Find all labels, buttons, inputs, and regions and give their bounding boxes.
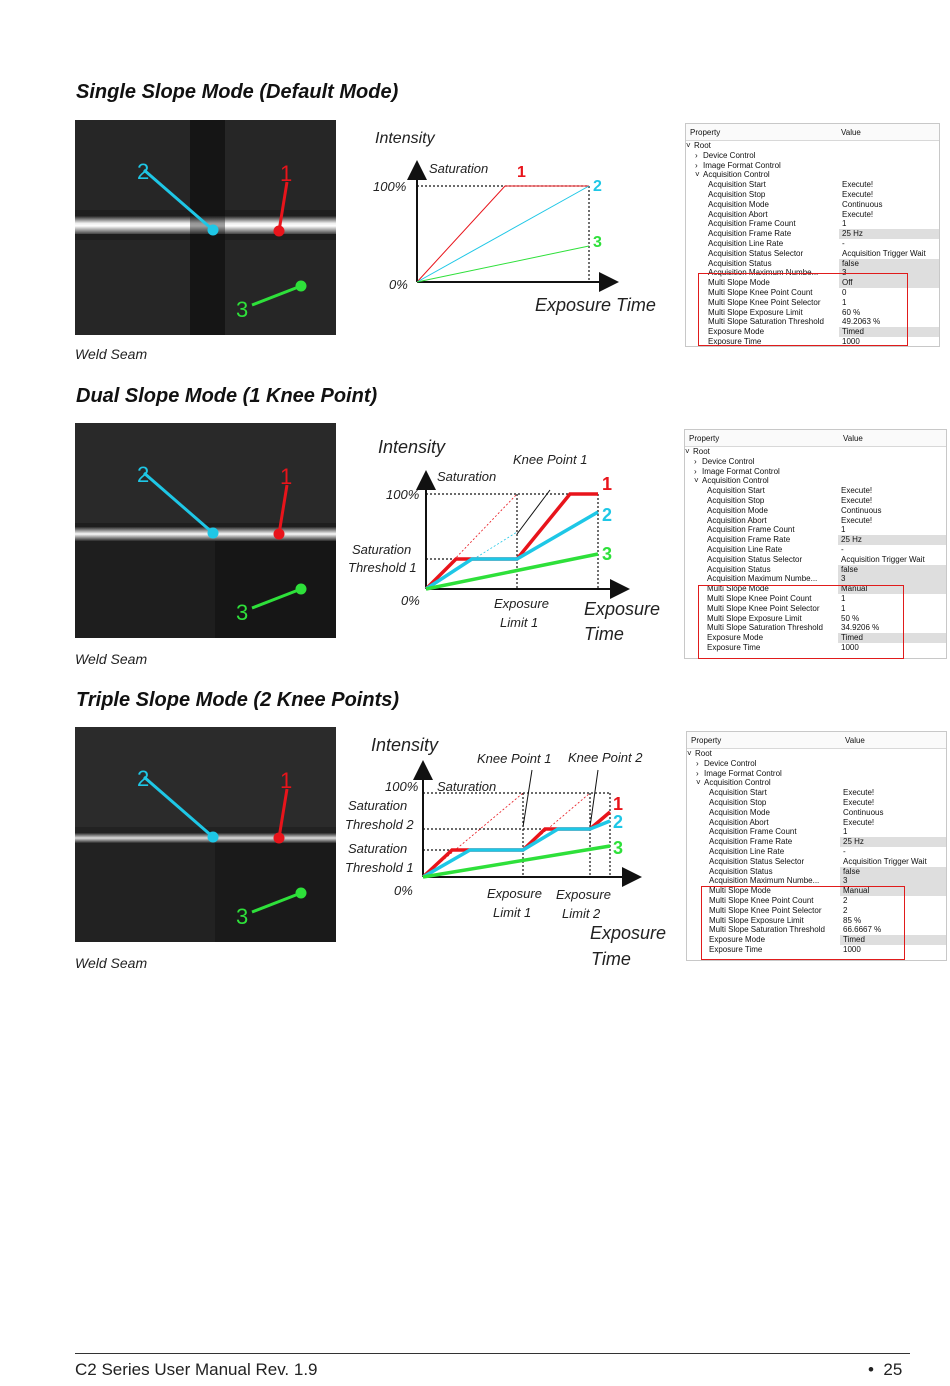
property-name: Acquisition Line Rate (708, 238, 784, 248)
property-value[interactable]: Continuous (843, 807, 884, 817)
property-name: Acquisition Frame Count (707, 525, 795, 535)
property-value[interactable]: - (843, 846, 846, 856)
property-row[interactable] (687, 857, 946, 867)
saturation-threshold-1-label: Threshold 1 (348, 560, 417, 575)
property-name: Acquisition Frame Rate (709, 837, 793, 847)
value-column-header: Value (841, 128, 861, 137)
property-value[interactable]: 1 (841, 603, 846, 613)
property-value[interactable]: Acquisition Trigger Wait (841, 554, 925, 564)
property-row[interactable] (686, 180, 939, 190)
property-row[interactable] (685, 516, 946, 526)
collapse-chevron-icon[interactable]: › (694, 456, 697, 466)
property-value[interactable]: Acquisition Trigger Wait (842, 248, 926, 258)
property-name: Acquisition Abort (708, 209, 768, 219)
property-name: Exposure Time (709, 944, 763, 954)
curve-label-1: 1 (613, 794, 624, 814)
property-name: Multi Slope Knee Point Selector (709, 905, 822, 915)
expand-chevron-icon[interactable]: ˅ (686, 141, 691, 150)
property-row[interactable] (686, 170, 939, 180)
property-row[interactable] (687, 827, 946, 837)
property-value[interactable]: Execute! (841, 515, 873, 525)
zero-percent-label: 0% (389, 277, 408, 292)
property-name: Exposure Mode (709, 935, 766, 945)
exposure-limit-1-label: Limit 1 (493, 905, 532, 920)
property-value[interactable]: 25 Hz (838, 535, 946, 545)
property-value[interactable]: Continuous (842, 199, 883, 209)
property-name: Acquisition Frame Count (709, 827, 797, 837)
property-row[interactable] (687, 778, 946, 788)
exposure-limit-1-label: Limit 1 (500, 615, 539, 630)
weld-seam-image (75, 727, 336, 942)
property-value[interactable]: 2 (843, 905, 848, 915)
dual-slope-diagram (340, 432, 670, 657)
property-row[interactable] (686, 161, 939, 171)
property-row[interactable] (685, 525, 946, 535)
curve-label-2: 2 (602, 505, 613, 525)
footer-divider (75, 1353, 910, 1354)
property-name: Multi Slope Mode (708, 278, 770, 288)
property-name: Acquisition Abort (707, 515, 767, 525)
property-value[interactable]: 49.2063 % (842, 317, 881, 327)
section-title: Single Slope Mode (Default Mode) (76, 81, 399, 103)
property-name: Device Control (704, 758, 757, 768)
saturation-threshold-1-label: Saturation (352, 542, 412, 557)
curve-label-3: 3 (602, 544, 613, 564)
expand-chevron-icon[interactable]: ˅ (685, 447, 690, 456)
property-value[interactable]: Execute! (842, 189, 874, 199)
image-caption: Weld Seam (75, 346, 148, 362)
property-name: Image Format Control (704, 768, 782, 778)
property-row[interactable] (687, 818, 946, 828)
property-value[interactable]: Execute! (843, 817, 875, 827)
property-value[interactable]: Off (839, 278, 939, 288)
property-row[interactable] (686, 200, 939, 210)
property-name: Multi Slope Knee Point Selector (708, 297, 821, 307)
property-row[interactable] (685, 535, 946, 545)
property-value[interactable]: false (840, 867, 946, 877)
property-value[interactable]: 3 (839, 268, 939, 278)
curve-label-3: 3 (593, 234, 602, 251)
property-row[interactable] (685, 467, 946, 477)
zero-percent-label: 0% (401, 593, 420, 608)
property-name: Acquisition Line Rate (707, 544, 783, 554)
collapse-chevron-icon[interactable]: › (696, 758, 699, 768)
property-row[interactable] (685, 555, 946, 565)
property-value[interactable]: 1 (843, 827, 848, 837)
curve-2 (417, 186, 589, 282)
property-name: Acquisition Status (707, 564, 771, 574)
collapse-chevron-icon[interactable]: › (695, 160, 698, 170)
property-name: Acquisition Maximum Numbe... (708, 268, 819, 278)
property-value[interactable]: Timed (838, 633, 946, 643)
expand-chevron-icon[interactable]: ˅ (694, 476, 699, 486)
marker-label-3: 3 (236, 600, 249, 625)
hundred-percent-label: 100% (386, 487, 420, 502)
property-name: Acquisition Maximum Numbe... (709, 876, 820, 886)
property-value[interactable]: Execute! (842, 180, 874, 190)
marker-label-1: 1 (280, 161, 293, 186)
expand-chevron-icon[interactable]: ˅ (696, 778, 701, 788)
property-name: Multi Slope Saturation Threshold (708, 317, 824, 327)
triple-slope-diagram (340, 732, 675, 982)
image-caption: Weld Seam (75, 651, 148, 667)
property-row[interactable] (687, 749, 946, 759)
marker-label-2: 2 (137, 766, 150, 791)
property-value[interactable]: 85 % (843, 915, 862, 925)
property-row[interactable] (686, 259, 939, 269)
property-name: Acquisition Mode (707, 505, 768, 515)
exposure-limit-2-label: Limit 2 (562, 906, 601, 921)
property-name: Acquisition Status Selector (708, 248, 804, 258)
single-slope-diagram (365, 122, 665, 327)
property-name: Acquisition Maximum Numbe... (707, 574, 818, 584)
property-name: Acquisition Stop (707, 495, 765, 505)
property-column-header: Property (691, 736, 722, 745)
property-name: Image Format Control (702, 466, 780, 476)
property-row[interactable] (686, 239, 939, 249)
property-name: Acquisition Status Selector (709, 856, 805, 866)
property-value[interactable]: 2 (843, 895, 848, 905)
highlight-box (698, 273, 908, 346)
property-value[interactable]: Execute! (843, 788, 875, 798)
property-value[interactable]: Manual (840, 886, 946, 896)
highlight-box (701, 886, 905, 960)
saturation-label: Saturation (437, 779, 497, 794)
y-axis-label: Intensity (371, 735, 439, 755)
property-column-header: Property (690, 128, 721, 137)
marker-label-2: 2 (137, 159, 150, 184)
value-column-header: Value (843, 434, 863, 443)
property-row[interactable] (685, 496, 946, 506)
property-name: Multi Slope Saturation Threshold (707, 623, 823, 633)
property-name: Acquisition Stop (708, 189, 766, 199)
property-value[interactable]: - (842, 238, 845, 248)
expand-chevron-icon[interactable]: ˅ (687, 749, 692, 758)
property-name: Multi Slope Knee Point Count (708, 287, 813, 297)
property-name: Multi Slope Exposure Limit (707, 613, 802, 623)
saturation-threshold-2-label: Threshold 2 (345, 817, 414, 832)
property-value[interactable]: 3 (840, 876, 946, 886)
exposure-limit-2-label: Exposure (556, 887, 611, 902)
property-name: Multi Slope Exposure Limit (708, 307, 803, 317)
expand-chevron-icon[interactable]: ˅ (695, 170, 700, 180)
property-row[interactable] (686, 151, 939, 161)
y-axis-label: Intensity (375, 130, 435, 147)
property-name: Multi Slope Knee Point Count (709, 895, 814, 905)
knee-point-1-label: Knee Point 1 (513, 452, 588, 467)
saturation-threshold-1-label: Saturation (348, 841, 408, 856)
footer-page-number (868, 1360, 902, 1380)
property-name: Multi Slope Knee Point Count (707, 593, 812, 603)
property-name: Exposure Time (707, 642, 761, 652)
saturation-label: Saturation (437, 469, 497, 484)
footer-manual-title: C2 Series User Manual Rev. 1.9 (75, 1360, 318, 1379)
property-value[interactable]: 60 % (842, 307, 861, 317)
property-row[interactable] (687, 788, 946, 798)
property-value[interactable]: 1 (841, 525, 846, 535)
curve-label-3: 3 (613, 838, 624, 858)
property-name: Exposure Mode (707, 633, 764, 643)
property-name: Acquisition Frame Rate (707, 535, 791, 545)
collapse-chevron-icon[interactable]: › (696, 768, 699, 778)
property-value[interactable]: 1 (841, 593, 846, 603)
curve-label-2: 2 (613, 812, 624, 832)
collapse-chevron-icon[interactable]: › (694, 466, 697, 476)
property-row[interactable] (687, 867, 946, 877)
property-row[interactable] (687, 847, 946, 857)
property-name: Exposure Mode (708, 327, 765, 337)
property-name: Root (694, 141, 711, 150)
property-column-header: Property (689, 434, 720, 443)
marker-label-3: 3 (236, 297, 249, 322)
property-row[interactable] (687, 769, 946, 779)
property-value[interactable]: 3 (838, 574, 946, 584)
property-name: Multi Slope Saturation Threshold (709, 925, 825, 935)
property-name: Acquisition Control (704, 778, 771, 788)
property-name: Acquisition Abort (709, 817, 769, 827)
marker-label-3: 3 (236, 904, 249, 929)
property-name: Acquisition Status (708, 258, 772, 268)
saturation-threshold-2-label: Saturation (348, 798, 408, 813)
property-name: Acquisition Frame Count (708, 219, 796, 229)
hundred-percent-label: 100% (385, 779, 419, 794)
property-name: Multi Slope Knee Point Selector (707, 603, 820, 613)
property-name: Acquisition Status (709, 866, 773, 876)
curve-3 (417, 246, 589, 282)
property-name: Acquisition Start (709, 788, 767, 798)
exposure-limit-1-label: Exposure (487, 886, 542, 901)
y-axis-label: Intensity (378, 437, 446, 457)
property-row[interactable] (685, 447, 946, 457)
marker-label-1: 1 (280, 464, 293, 489)
knee-point-2-label: Knee Point 2 (568, 750, 643, 765)
property-value[interactable]: 25 Hz (840, 837, 946, 847)
property-name: Acquisition Status Selector (707, 554, 803, 564)
property-row[interactable] (686, 249, 939, 259)
property-row[interactable] (686, 219, 939, 229)
x-axis-label: Time (584, 624, 624, 644)
property-value[interactable]: false (838, 565, 946, 575)
property-row[interactable] (685, 574, 946, 584)
footer-bullet: • (868, 1360, 874, 1379)
marker-label-1: 1 (280, 768, 293, 793)
property-value[interactable]: Manual (838, 584, 946, 594)
property-value[interactable]: 25 Hz (839, 229, 939, 239)
image-caption: Weld Seam (75, 955, 148, 971)
property-value[interactable]: Execute! (841, 495, 873, 505)
curve-label-1: 1 (517, 164, 526, 181)
saturation-threshold-1-label: Threshold 1 (345, 860, 414, 875)
zero-percent-label: 0% (394, 883, 413, 898)
property-value[interactable]: 66.6667 % (843, 925, 882, 935)
property-name: Device Control (702, 456, 755, 466)
property-name: Acquisition Control (703, 170, 770, 180)
property-row[interactable] (685, 506, 946, 516)
page-number: 25 (883, 1360, 903, 1379)
property-value[interactable]: 1000 (842, 336, 860, 346)
property-value[interactable]: Timed (839, 327, 939, 337)
property-row[interactable] (687, 808, 946, 818)
property-row[interactable] (686, 210, 939, 220)
x-axis-label: Time (591, 949, 631, 969)
section-title: Dual Slope Mode (1 Knee Point) (76, 385, 378, 407)
property-row[interactable] (685, 457, 946, 467)
property-value[interactable]: Timed (840, 935, 946, 945)
section-title: Triple Slope Mode (2 Knee Points) (76, 689, 400, 711)
property-name: Root (695, 749, 712, 758)
property-name: Multi Slope Exposure Limit (709, 915, 804, 925)
property-name: Acquisition Control (702, 476, 769, 486)
property-row[interactable] (687, 876, 946, 886)
property-name: Root (693, 447, 710, 456)
property-value[interactable]: 0 (842, 287, 847, 297)
knee-point-1-label: Knee Point 1 (477, 751, 552, 766)
x-axis-label: Exposure (590, 923, 667, 943)
curve-label-1: 1 (602, 474, 613, 494)
value-column-header: Value (845, 736, 865, 745)
property-row[interactable] (685, 476, 946, 486)
property-name: Device Control (703, 150, 756, 160)
x-axis-label: Exposure (584, 599, 661, 619)
property-row[interactable] (686, 190, 939, 200)
property-name: Acquisition Start (707, 486, 765, 496)
property-row[interactable] (685, 486, 946, 496)
property-row[interactable] (686, 229, 939, 239)
weld-seam-image (75, 120, 336, 335)
exposure-limit-1-label: Exposure (494, 596, 549, 611)
property-value[interactable]: Continuous (841, 505, 882, 515)
property-row[interactable] (687, 759, 946, 769)
property-value[interactable]: 1 (842, 219, 847, 229)
property-row[interactable] (687, 798, 946, 808)
property-name: Exposure Time (708, 336, 762, 346)
highlight-box (698, 585, 904, 659)
property-row[interactable] (685, 545, 946, 555)
property-value[interactable]: 50 % (841, 613, 860, 623)
property-value[interactable]: Execute! (843, 797, 875, 807)
property-name: Acquisition Mode (708, 199, 769, 209)
x-axis-label: Exposure Time (535, 295, 656, 315)
property-name: Multi Slope Mode (707, 584, 769, 594)
hundred-percent-label: 100% (373, 179, 407, 194)
property-value[interactable]: Acquisition Trigger Wait (843, 856, 927, 866)
curve-label-2: 2 (593, 178, 602, 195)
property-name: Acquisition Start (708, 180, 766, 190)
property-value[interactable]: false (839, 259, 939, 269)
property-row[interactable] (686, 141, 939, 151)
property-value[interactable]: - (841, 544, 844, 554)
property-row[interactable] (687, 837, 946, 847)
property-row[interactable] (685, 565, 946, 575)
property-value[interactable]: Execute! (842, 209, 874, 219)
property-name: Image Format Control (703, 160, 781, 170)
property-value[interactable]: 1000 (841, 642, 859, 652)
property-name: Acquisition Mode (709, 807, 770, 817)
weld-seam-image (75, 423, 336, 638)
property-name: Acquisition Stop (709, 797, 767, 807)
marker-label-2: 2 (137, 462, 150, 487)
property-value[interactable]: 1 (842, 297, 847, 307)
property-value[interactable]: 34.9206 % (841, 623, 880, 633)
property-value[interactable]: 1000 (843, 944, 861, 954)
property-name: Acquisition Frame Rate (708, 229, 792, 239)
property-value[interactable]: Execute! (841, 486, 873, 496)
collapse-chevron-icon[interactable]: › (695, 150, 698, 160)
property-name: Multi Slope Mode (709, 886, 771, 896)
property-name: Acquisition Line Rate (709, 846, 785, 856)
saturation-label: Saturation (429, 161, 489, 176)
